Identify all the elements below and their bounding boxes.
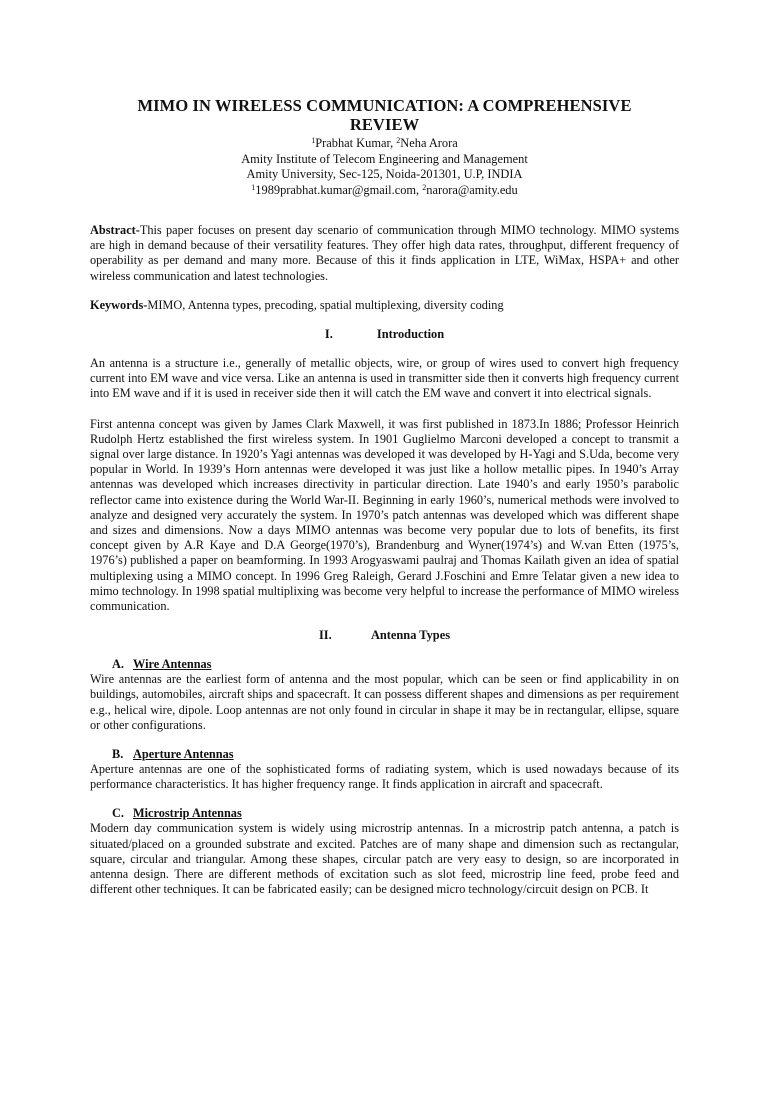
section-heading-introduction — [90, 327, 679, 342]
author-line — [90, 136, 679, 152]
section-heading-antenna-types — [90, 628, 679, 643]
abstract-label: Abstract- — [90, 223, 140, 237]
keywords-text: MIMO, Antenna types, precoding, spatial multiplexing, diversity coding — [147, 297, 504, 312]
subsection-heading-microstrip-antennas — [112, 806, 679, 821]
abstract-text: This paper focuses on present day scenario of communication through MIMO technology. MIMO systems are high in demand because of their versatility features. They offer high data rates, throughput, different frequency of operability as per demand and many more. Because of this it finds application in LTE, WiMax, HSPA+ and other wireless communication and latest technologies. — [90, 223, 679, 283]
section-number: I. — [324, 327, 333, 342]
keywords — [90, 298, 679, 313]
section-title: Antenna Types — [370, 628, 451, 643]
subsection-letter: A. — [112, 657, 124, 672]
author1-name: Prabhat Kumar, — [315, 136, 397, 150]
section-title: Introduction — [376, 327, 445, 342]
microstrip-antennas-paragraph: Modern day communication system is widely using microstrip antennas. In a microstrip patch antenna, a patch is situated/placed on a grounded substrate and excited. Patches are of many shape and dimension such as rectangular, square, circular and triangular. Among these shapes, circular patch are very easy to design, so are incorporated in antenna design. There are different methods of excitation such as slot feed, microstrip line feed, probe feed and different other techniques. It can be fabricated easily; can be designed micro technology/circuit design on PCB. It — [90, 821, 679, 897]
subsection-title: Microstrip Antennas — [133, 806, 242, 821]
subsection-title: Wire Antennas — [133, 657, 212, 672]
author-emails — [90, 183, 679, 199]
email1: 1989prabhat.kumar@gmail.com, — [255, 182, 423, 197]
author1-superscript: 1 — [311, 136, 316, 145]
author2-superscript: 2 — [396, 136, 401, 145]
subsection-letter: C. — [112, 806, 124, 821]
affiliation-institute: Amity Institute of Telecom Engineering and Management — [241, 151, 528, 166]
subsection-letter: B. — [112, 747, 124, 762]
paper-title: MIMO IN WIRELESS COMMUNICATION: A COMPREHENSIVE REVIEW — [137, 96, 632, 134]
email2-superscript: 2 — [422, 182, 427, 192]
email2: narora@amity.edu — [426, 182, 518, 197]
aperture-antennas-paragraph: Aperture antennas are one of the sophisticated forms of radiating system, which is used nowadays because of its performance characteristics. It has higher frequency range. It finds application in aircraft and spacecraft. — [90, 762, 679, 792]
intro-paragraph-2: First antenna concept was given by James Clark Maxwell, it was first published in 1873.In 1886; Professor Heinrich Rudolph Hertz established the first wireless system. In 1901 Guglielmo Marconi developed a concept to transmit a signal over large distance. In 1920’s Yagi antennas was developed it was developed by H-Yagi and S.Uda, become very popular in World. In 1939’s Horn antennas were developed it was just like a hollow metallic pipes. In 1940’s Array antennas was developed which increases directivity in particular direction. Late 1940’s and early 1950’s parabolic reflector came into existence during the World War-II. Beginning in early 1960’s, numerical methods were involved to analyze and designed very accurately the system. In 1970’s patch antennas was developed which was different shape and sizes and dimensions. Now a days MIMO antennas was become very popular due to lots of benefits, its first concept given by A.R Kaye and D.A George(1970’s), Brandenburg and Wyner(1974’s) and W.van Etten (1975’s, 1976’s) published a paper on beamforming. In 1993 Arogyaswami paulraj and Thomas Kailath given an idea of spatial multiplexing using a MIMO concept. In 1996 Greg Raleigh, Gerard J.Foschini and Emre Telatar given a new idea to mimo technology. In 1998 spatial multiplixing was become very helpful to increase the performance of MIMO wireless communication. — [90, 416, 679, 614]
paper-page — [0, 96, 768, 1120]
subsection-heading-aperture-antennas — [112, 747, 679, 762]
wire-antennas-paragraph: Wire antennas are the earliest form of antenna and the most popular, which can be seen or find applicability in on buildings, automobiles, aircraft ships and spacecraft. It can possess different shapes and dimensions as per requirement e.g., helical wire, dipole. Loop antennas are not only found in circular in shape it may be in rectangular, ellipse, square or other configurations. — [90, 672, 679, 732]
section-number: II. — [318, 628, 332, 643]
intro-paragraph-1: An antenna is a structure i.e., generally of metallic objects, wire, or group of wires used to convert high frequency current into EM wave and vice versa. Like an antenna is used in transmitter side then it converts high frequency current into EM wave and if it is used in receiver side then it will catch the EM wave and convert it into electrical signals. — [90, 356, 679, 401]
email1-superscript: 1 — [251, 182, 256, 192]
subsection-title: Aperture Antennas — [133, 747, 234, 762]
subsection-heading-wire-antennas — [112, 657, 679, 672]
keywords-label: Keywords- — [90, 297, 148, 312]
author2-name: Neha Arora — [400, 136, 458, 150]
abstract — [90, 223, 679, 284]
affiliation-address: Amity University, Sec-125, Noida-201301, U.P, INDIA — [246, 167, 523, 181]
